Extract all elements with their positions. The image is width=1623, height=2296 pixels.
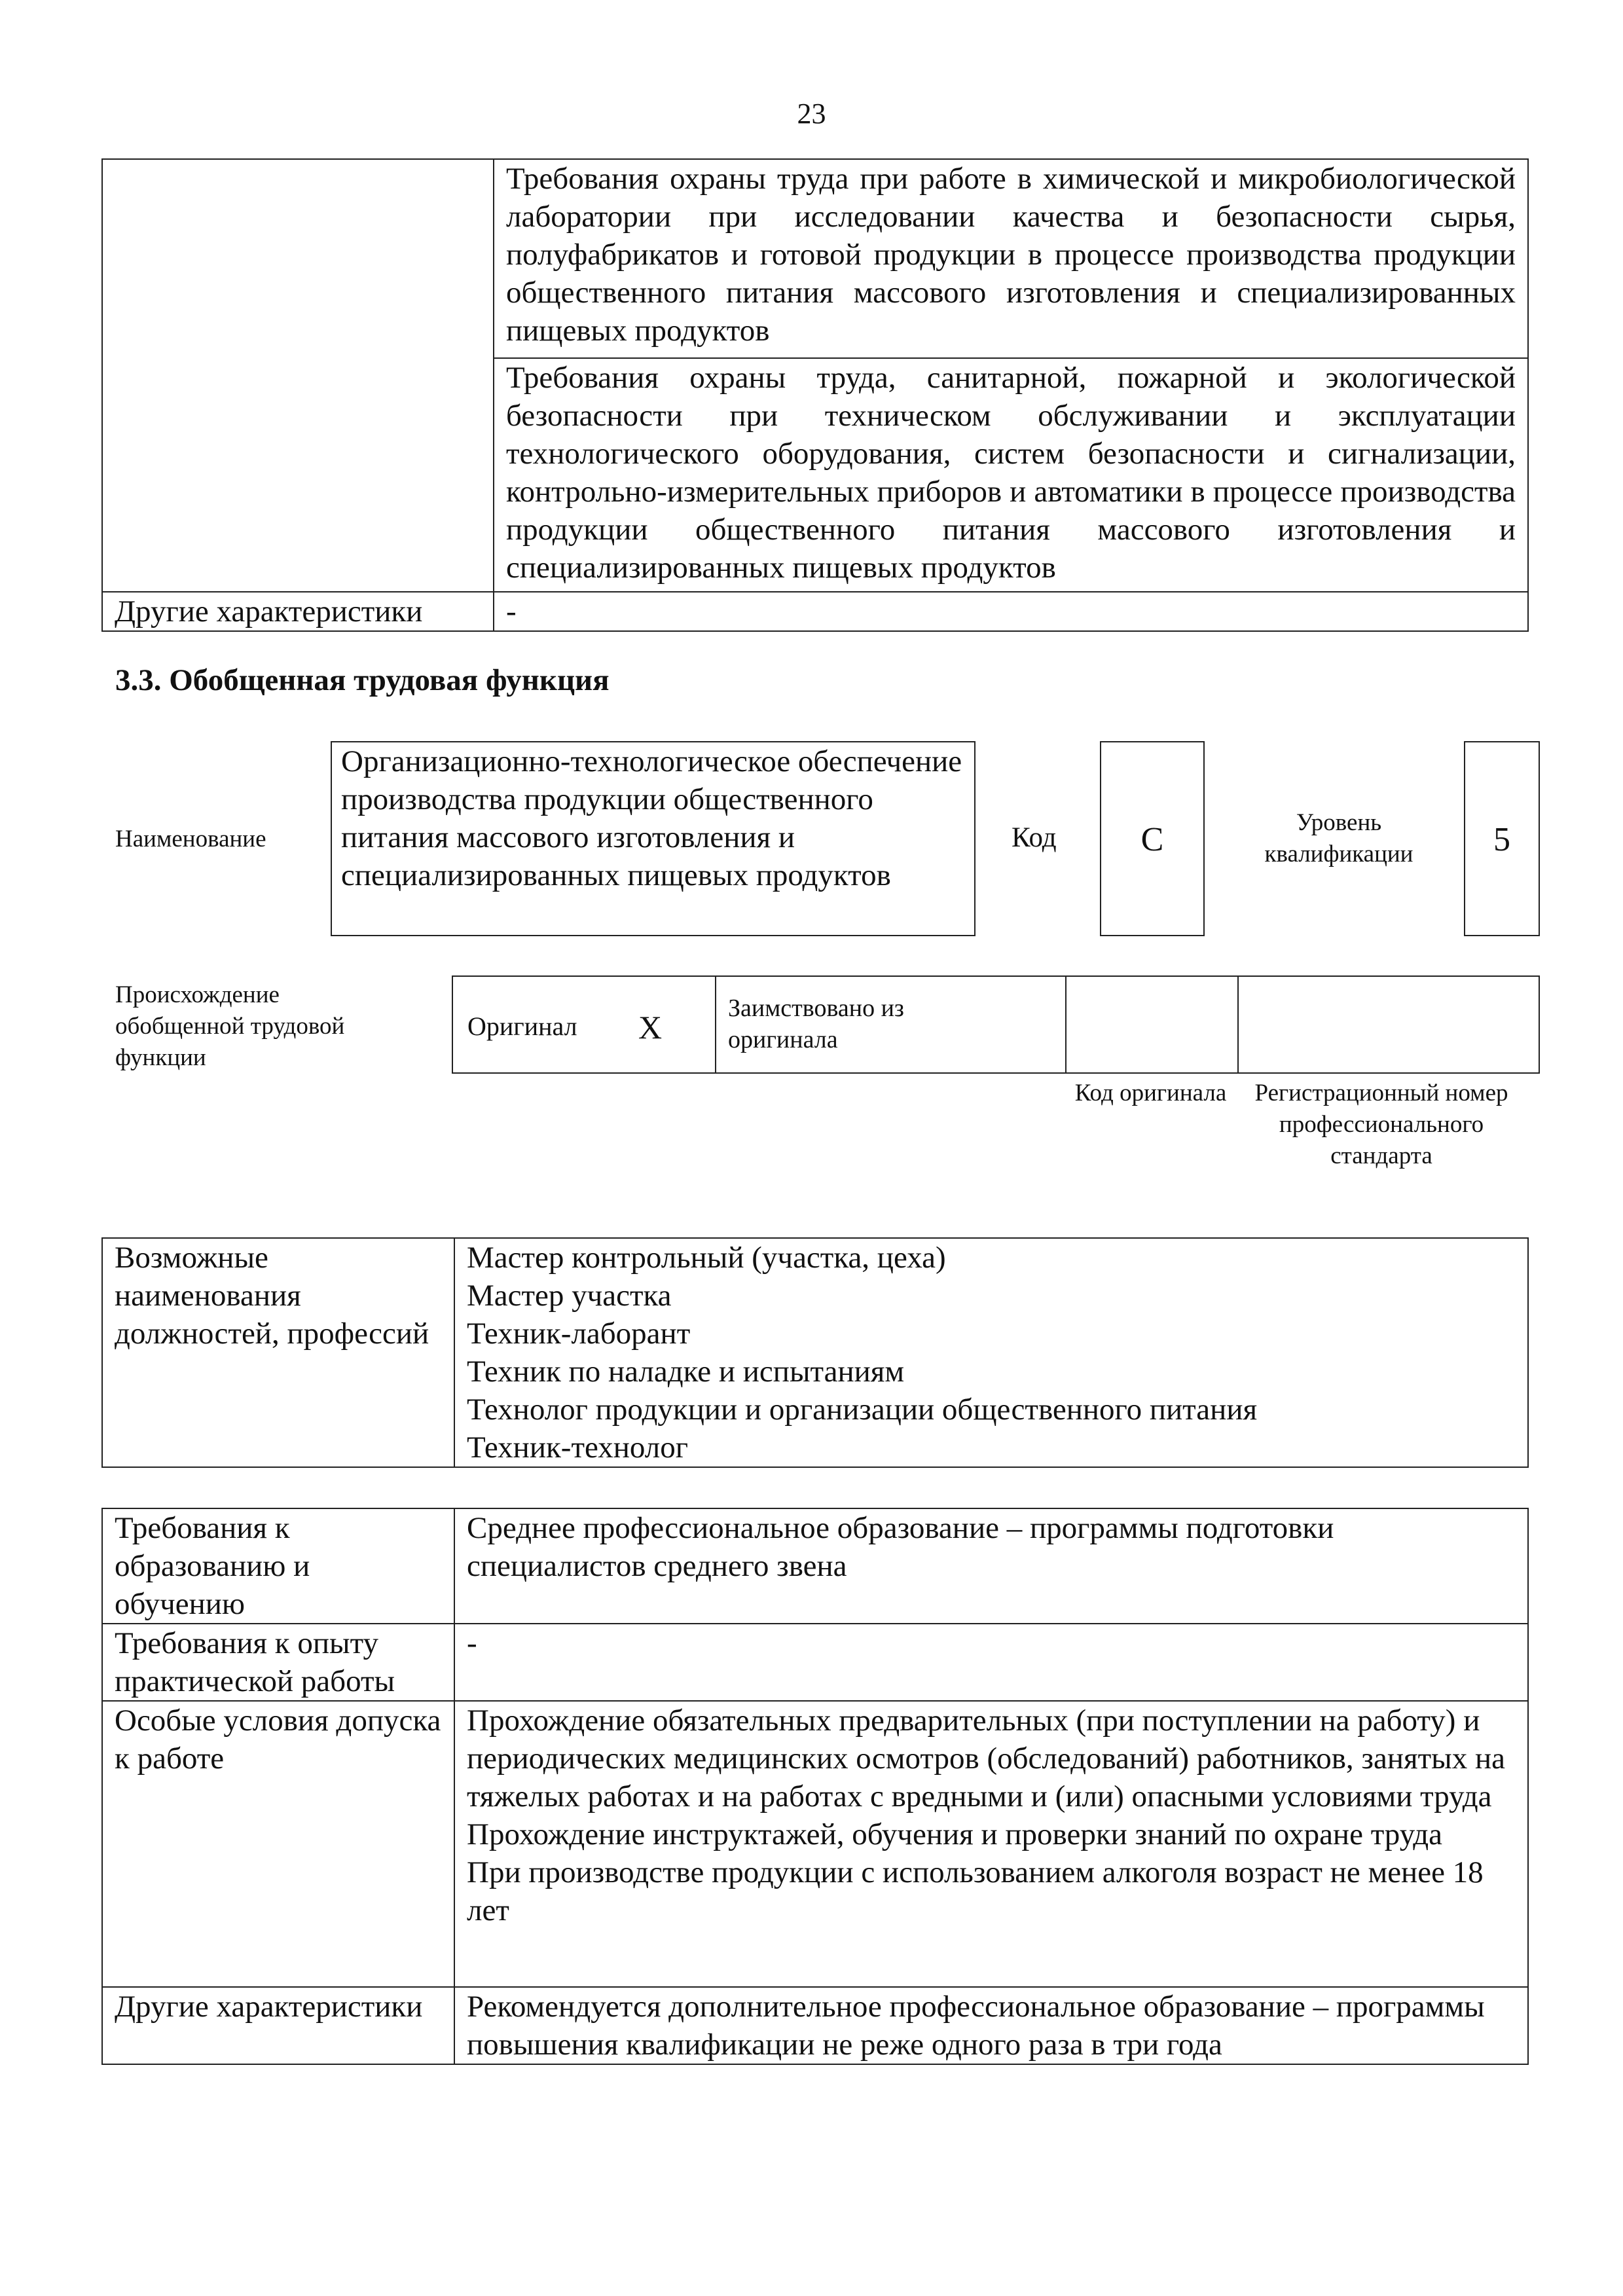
table-row (102, 1987, 1528, 2064)
level-value: 5 (1493, 821, 1510, 858)
divider (715, 977, 716, 1072)
list-item: Техник по наладке и испытаниям (467, 1355, 905, 1389)
section-heading: 3.3. Обобщенная трудовая функция (115, 663, 610, 697)
list-item: Мастер участка (467, 1279, 672, 1313)
divider (1237, 977, 1239, 1072)
original-mark: X (638, 1009, 663, 1046)
table-row (102, 1508, 1528, 1624)
requirement-value: - (454, 1624, 1528, 1701)
requirement-value: Рекомендуется дополнительное профессиональное образование – программы повышения квалификации не реже одного раза в три года (454, 1987, 1528, 2064)
table-cell-empty (102, 159, 494, 592)
positions-label: Возможные наименования должностей, профессий (102, 1238, 454, 1467)
requirements-table (101, 1508, 1529, 2065)
table-cell-text: Требования охраны труда при работе в химической и микробиологической лаборатории при исследовании качества и безопасности сырья, полуфабрикатов и готовой продукции в процессе производства продукции общественного питания массового изготовления и специализированных пищевых продуктов (494, 159, 1528, 358)
divider (1065, 977, 1067, 1072)
code-original-caption: Код оригинала (1074, 1080, 1227, 1106)
table-cell-label: Другие характеристики (102, 592, 494, 631)
requirement-label: Требования к образованию и обучению (102, 1508, 454, 1624)
table-row (102, 1238, 1528, 1467)
requirement-label: Другие характеристики (102, 1987, 454, 2064)
list-item: Техник-лаборант (467, 1317, 691, 1351)
labor-requirements-table (101, 158, 1529, 632)
requirement-value: Среднее профессиональное образование – программы подготовки специалистов среднего звена (454, 1508, 1528, 1624)
table-cell-text: - (494, 592, 1528, 631)
name-label: Наименование (115, 826, 266, 852)
code-label: Код (1012, 822, 1057, 853)
function-name: Организационно-технологическое обеспечение производства продукции общественного питания массового изготовления и специализированных пищевых продуктов (341, 744, 962, 892)
reg-number-caption: Регистрационный номер профессионального стандарта (1254, 1080, 1508, 1169)
page-number: 23 (797, 98, 826, 130)
code-value: C (1140, 821, 1164, 858)
list-item: Технолог продукции и организации общественного питания (467, 1393, 1258, 1427)
code-box (1100, 741, 1205, 936)
requirement-value: Прохождение обязательных предварительных (при поступлении на работу) и периодических медицинских осмотров (обследований) работников, занятых на тяжелых работах и на работах с вредными и (или) опасными условиями труда Прохождение инструктажей, обучения и проверки знаний по охране труда При производстве продукции с использованием алкоголя возраст не менее 18 лет (454, 1701, 1528, 1987)
origin-label: Происхождение обобщенной трудовой функции (115, 981, 345, 1071)
table-row (102, 592, 1528, 631)
table-row (102, 159, 1528, 358)
list-item: Техник-технолог (467, 1430, 688, 1465)
table-cell-text: Требования охраны труда, санитарной, пожарной и экологической безопасности при техническом обслуживании и эксплуатации технологического оборудования, систем безопасности и сигнализации, контрольно-измерительных приборов и автоматики в процессе производства продукции общественного питания массового изготовления и специализированных пищевых продуктов (494, 358, 1528, 592)
table-row (102, 1701, 1528, 1987)
origin-table (452, 975, 1540, 1074)
level-box (1464, 741, 1540, 936)
positions-table (101, 1237, 1529, 1468)
borrowed-label: Заимствовано из оригинала (728, 994, 904, 1053)
list-item: Мастер контрольный (участка, цеха) (467, 1241, 946, 1275)
requirement-label: Требования к опыту практической работы (102, 1624, 454, 1701)
table-row (102, 1624, 1528, 1701)
requirement-label: Особые условия допуска к работе (102, 1701, 454, 1987)
original-label: Оригинал (467, 1011, 577, 1041)
positions-list (454, 1238, 1528, 1467)
function-name-box (331, 741, 976, 936)
level-label: Уровень квалификации (1264, 809, 1413, 867)
